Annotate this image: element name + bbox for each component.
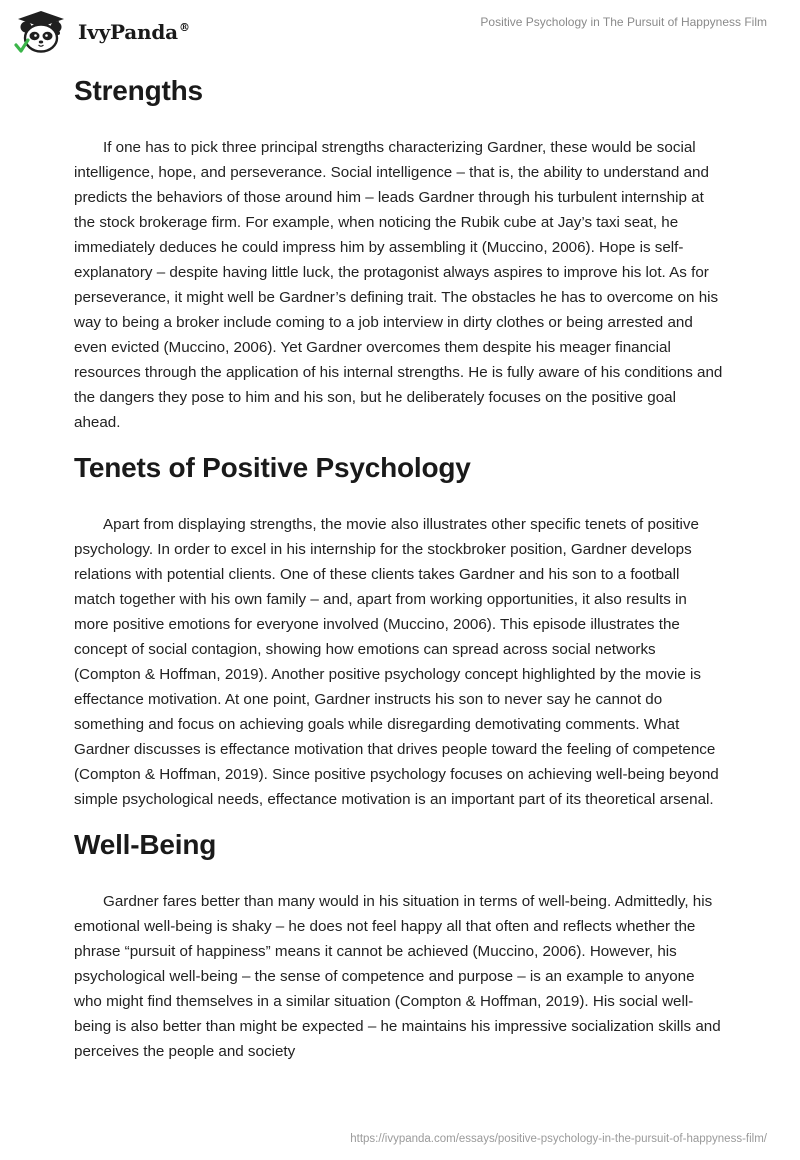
section-paragraph: Apart from displaying strengths, the movie also illustrates other specific tenets of positive psychology. In order to excel in his internship for the stockbroker position, Gardner develops relations with potential clients. One of these clients takes Gardner and his son to a football match together with his own family – and, apart from working opportunities, it also results in more positive emotions for everyone involved (Muccino, 2006). This episode illustrates the concept of social contagion, showing how emotions can spread across social networks (Compton & Hoffman, 2019). Another positive psychology concept highlighted by the movie is effectance motivation. At one point, Gardner instructs his son to never say he cannot do something and focus on achieving goals while disregarding demotivating comments. What Gardner discusses is effectance motivation that drives people toward the feeling of competence (Compton & Hoffman, 2019). Since positive psychology focuses on achieving well-being beyond simple psychological needs, effectance motivation is an important part of its theoretical arsenal. [74,516,719,808]
section-paragraph: Gardner fares better than many would in his situation in terms of well-being. Admittedly, his emotional well-being is shaky – he does not feel happy all that often and reflects whether the phrase “pursuit of happiness” means it cannot be achieved (Muccino, 2006). However, his psychological well-being – the sense of competence and purpose – is an example to anyone who might find themselves in a similar situation (Compton & Hoffman, 2019). His social well-being is also better than might be expected – he maintains his impressive socialization skills and perceives the people and society [74,893,721,1060]
section-heading: Well-Being [74,829,217,860]
essay-body [74,72,724,1064]
page-header [0,0,800,60]
panda-graduate-icon [14,10,68,54]
section-heading: Tenets of Positive Psychology [74,452,471,483]
brand-name: IvyPanda® [78,20,190,44]
ivypanda-logo[interactable] [14,10,190,54]
section-paragraph: If one has to pick three principal strengths characterizing Gardner, these would be social intelligence, hope, and perseverance. Social intelligence – that is, the ability to understand and predicts the behaviors of those around him – leads Gardner through his turbulent internship at the stock brokerage firm. For example, when noticing the Rubik cube at Jay’s taxi seat, he immediately deduces he could impress him by assembling it (Muccino, 2006). Hope is self-explanatory – despite having little luck, the protagonist always aspires to improve his lot. As for perseverance, it might well be Gardner’s defining trait. The obstacles he has to overcome on his way to being a broker include coming to a job interview in dirty clothes or being arrested and even evicted (Muccino, 2006). Yet Gardner overcomes them despite his meager financial resources through the application of his internal strengths. He is fully aware of his conditions and the dangers they pose to him and his son, but he deliberately focuses on the positive goal ahead. [74,139,723,431]
section-heading: Strengths [74,75,203,106]
source-url-link[interactable]: https://ivypanda.com/essays/positive-psychology-in-the-pursuit-of-happyness-film/ [350,1133,767,1145]
section-strengths [74,72,724,435]
registered-mark: ® [178,21,190,35]
section-well-being [74,826,724,1064]
section-tenets [74,449,724,812]
document-title: Positive Psychology in The Pursuit of Happyness Film [480,15,767,29]
